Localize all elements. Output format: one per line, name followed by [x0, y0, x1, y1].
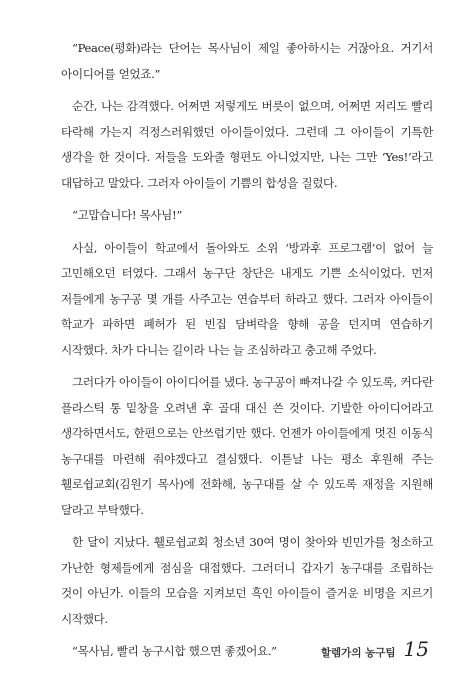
paragraph-moved: 순간, 나는 감격했다. 어쩌면 저렇게도 버릇이 없으며, 어쩌면 저리도 빨리 타락해 가는지 걱정스러워했던 아이들이었다. 그런데 그 아이들이 기특한 생각을 한 것이다. 저들을 도와줄 형편도 아니었지만, 나는 그만 ‘Yes!’라고 대답하고 말았다. 그러자 아이들이 기쁨의 합성을 질렀다. — [61, 99, 433, 190]
running-title: 할렘가의 농구팀 — [320, 647, 396, 659]
paragraph-closing-quote: “목사님, 빨리 농구시합 했으면 좋겠어요.” — [72, 644, 277, 658]
paragraph-after-school: 사실, 아이들이 학교에서 돌아와도 소위 ‘방과후 프로그램’이 없어 늘 고민해오던 터였다. 그래서 농구단 창단은 내게도 기쁜 소식이었다. 먼저 저들에게 농구공 몇 개를 사주고는 연습부터 하라고 했다. 그러자 아이들이 학교가 파하면 폐허가 된 빈집 담벼락을 향해 공을 던지며 연습하기 시작했다. 차가 다니는 길이라 나는 늘 조심하라고 충고해 주었다. — [61, 240, 433, 357]
body-text — [61, 36, 433, 672]
paragraph-peace-idea: “Peace(평화)라는 단어는 목사님이 제일 좋아하시는 거잖아요. 거기서 아이디어를 얻었죠.” — [61, 41, 433, 81]
page-footer — [321, 637, 429, 661]
paragraph-thanks: “고맙습니다! 목사님!” — [72, 208, 182, 222]
paragraph-hoop-idea: 그러다가 아이들이 아이디어를 냈다. 농구공이 빠져나갈 수 있도록, 커다란 플라스틱 통 밑창을 오려낸 후 골대 대신 쓴 것이다. 기발한 아이디어라고 생각하면서도, 한편으로는 안쓰럽기만 했다. 언젠가 아이들에게 멋진 이동식 농구대를 마련해 줘야겠다고 결심했다. 이튿날 나는 평소 후원해 주는 휄로쉽교회(김원기 목사)에 전화해, 농구대를 살 수 있도록 재정을 지원해 달라고 부탁했다. — [61, 375, 433, 517]
page-number: 15 — [403, 637, 429, 661]
paragraph-church-visit: 한 달이 지났다. 휄로쉽교회 청소년 30여 명이 찾아와 빈민가를 청소하고 가난한 형제들에게 점심을 대접했다. 그러더니 갑자기 농구대를 조립하는 것이 아닌가. 이들의 모습을 지켜보던 흑인 아이들이 즐거운 비명을 지르기 시작했다. — [61, 535, 433, 626]
